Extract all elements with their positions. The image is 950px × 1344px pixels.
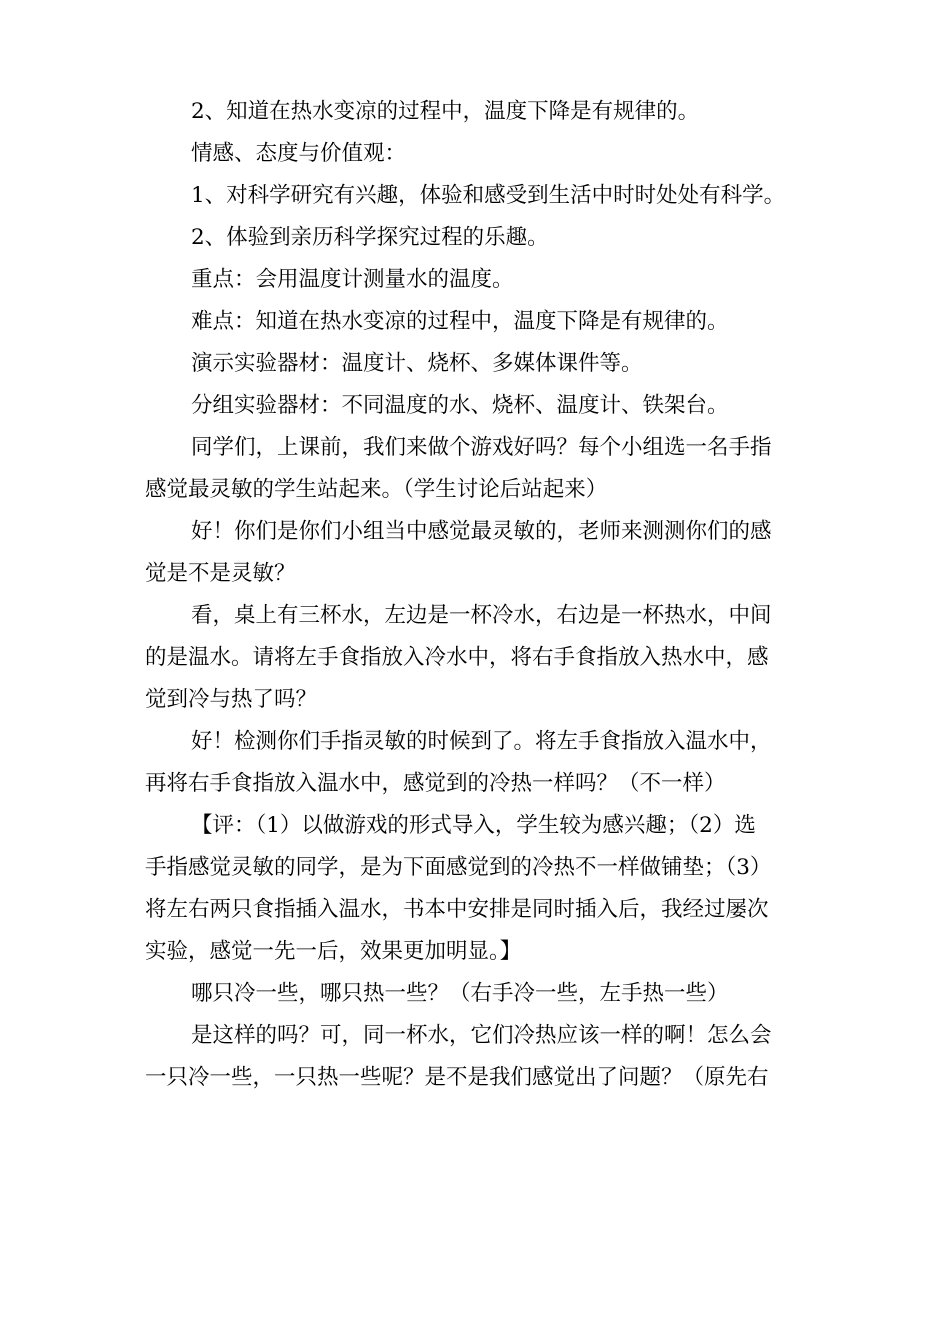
text-line: 2、体验到亲历科学探究过程的乐趣。: [191, 225, 549, 250]
text-line: 感觉最灵敏的学生站起来。（学生讨论后站起来）: [145, 477, 608, 502]
paragraph-game-intro: [145, 427, 805, 511]
text-line: 情感、态度与价值观：: [191, 141, 407, 166]
text-line: 难点：知道在热水变凉的过程中，温度下降是有规律的。: [191, 309, 729, 334]
paragraph-group-equipment: [145, 385, 805, 427]
paragraph-which-colder: [145, 973, 805, 1015]
paragraph-commentary: [145, 805, 805, 973]
text-line: 重点：会用温度计测量水的温度。: [191, 267, 514, 292]
text-line: 再将右手食指放入温水中，感觉到的冷热一样吗？（不一样）: [145, 771, 726, 796]
paragraph-is-it-so: [145, 1015, 805, 1099]
paragraph-demo-equipment: [145, 343, 805, 385]
text-line: 【评：（1）以做游戏的形式导入，学生较为感兴趣；（2）选: [191, 813, 756, 838]
paragraph-key-point: [145, 259, 805, 301]
text-line: 好！你们是你们小组当中感觉最灵敏的，老师来测测你们的感: [191, 519, 772, 544]
document-body: [145, 91, 805, 1099]
paragraph-objective-2: [145, 91, 805, 133]
paragraph-warm-water-test: [145, 721, 805, 805]
text-line: 将左右两只食指插入温水，书本中安排是同时插入后，我经过屡次: [145, 897, 769, 922]
paragraph-emotion-1: [145, 175, 805, 217]
text-line: 手指感觉灵敏的同学，是为下面感觉到的冷热不一样做铺垫；（3）: [145, 855, 772, 880]
text-line: 实验，感觉一先一后，效果更加明显。】: [145, 939, 522, 964]
paragraph-emotion-2: [145, 217, 805, 259]
text-line: 1、对科学研究有兴趣，体验和感受到生活中时时处处有科学。: [191, 183, 786, 208]
text-line: 一只冷一些，一只热一些呢？是不是我们感觉出了问题？（原先右: [145, 1065, 769, 1090]
text-line: 演示实验器材：温度计、烧杯、多媒体课件等。: [191, 351, 643, 376]
text-line: 2、知道在热水变凉的过程中，温度下降是有规律的。: [191, 99, 700, 124]
paragraph-difficulty: [145, 301, 805, 343]
text-line: 分组实验器材：不同温度的水、烧杯、温度计、铁架台。: [191, 393, 729, 418]
text-line: 看，桌上有三杯水，左边是一杯冷水，右边是一杯热水，中间: [191, 603, 772, 628]
text-line: 哪只冷一些，哪只热一些？（右手冷一些，左手热一些）: [191, 981, 729, 1006]
paragraph-emotion-heading: [145, 133, 805, 175]
paragraph-three-cups: [145, 595, 805, 721]
text-line: 同学们，上课前，我们来做个游戏好吗？每个小组选一名手指: [191, 435, 772, 460]
text-line: 好！检测你们手指灵敏的时候到了。将左手食指放入温水中，: [191, 729, 772, 754]
text-line: 觉是不是灵敏？: [145, 561, 296, 586]
text-line: 觉到冷与热了吗？: [145, 687, 318, 712]
text-line: 是这样的吗？可，同一杯水，它们冷热应该一样的啊！怎么会: [191, 1023, 772, 1048]
paragraph-test-sensitivity: [145, 511, 805, 595]
text-line: 的是温水。请将左手食指放入冷水中，将右手食指放入热水中，感: [145, 645, 769, 670]
